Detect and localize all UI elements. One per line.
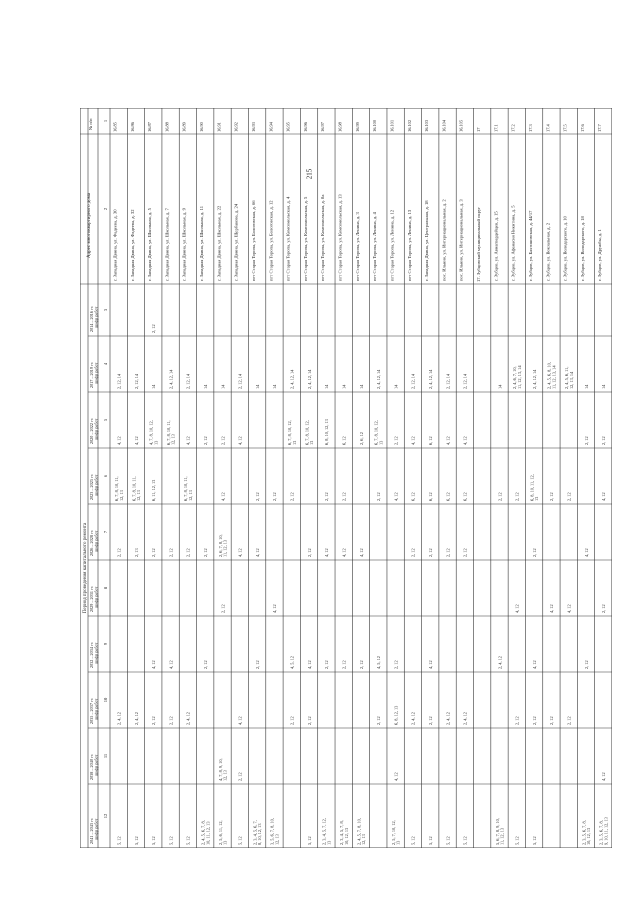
work-code-cell: 2, 12, 14: [445, 373, 451, 389]
work-code-cell: 3, 5, 6, 7, 8, 10,12, 13: [269, 818, 280, 845]
work-code-label: шифр работ: [93, 642, 99, 664]
work-code-cell: 2, 12: [220, 604, 226, 613]
work-code-cell: 2, 12: [514, 492, 520, 501]
work-code-cell: 5, 12: [514, 836, 520, 845]
work-code-cell: 2, 12: [254, 492, 260, 501]
row-address: г. Зубцов, ул. Бахтиновская, д. 44/17: [527, 210, 533, 281]
row-address: г. Зубцов, ул. Володарского, д. 10: [562, 216, 568, 281]
work-code-cell: 2, 3, 5, 6, 7, 8,9, 10, 11, 12, 13: [598, 817, 609, 845]
work-code-cell: 4, 12: [393, 772, 399, 781]
row-address: пгт Старая Торопа, ул. Ленина, д. 12: [389, 209, 395, 281]
work-code-cell: 2, 4, 6, 7, 10,11, 12, 13, 14: [512, 365, 522, 389]
work-code-cell: 4, 12: [220, 492, 226, 501]
work-code-label: шифр работ: [93, 586, 99, 608]
work-code-cell: 4, 12: [601, 772, 607, 781]
work-code-label: шифр работ: [93, 530, 99, 552]
work-code-cell: 2, 12, 14: [116, 373, 122, 389]
row-address: г. Зубцов, ул. Вокзальная, д. 2: [545, 222, 551, 281]
work-code-cell: 2, 12: [428, 548, 434, 557]
work-code-cell: 2, 12: [289, 716, 295, 725]
row-address: пгт Старая Торопа, ул. Комсомольская, д. 4: [285, 196, 291, 281]
work-code-cell: 2, 12: [583, 660, 589, 669]
work-code-cell: 5, 12: [116, 836, 122, 845]
work-code-cell: 2, 12: [220, 436, 226, 445]
row-address: пгт Старая Торопа, ул. Ленина, д. 13: [406, 209, 412, 281]
work-code-cell: 2, 4, 12: [462, 712, 468, 725]
work-code-cell: 2, 12: [151, 324, 157, 333]
work-code-cell: 4, 12: [185, 436, 191, 445]
work-code-cell: 6, 12: [445, 492, 451, 501]
period-label: 2032 – 2034 гг.: [89, 642, 94, 668]
work-code-cell: 4, 12: [341, 548, 347, 557]
row-number: 16.89: [181, 122, 187, 132]
work-code-cell: 14: [358, 384, 364, 389]
work-code-cell: 6, 7, 8, 10, 12,13: [287, 420, 297, 445]
row-address: г. Западная Двина, ул. Щербакова, д. 24: [233, 203, 239, 281]
work-code-cell: 2, 12, 14: [237, 373, 243, 389]
col-no-header: № п/п: [88, 118, 93, 130]
work-code-cell: 2, 12: [566, 716, 572, 725]
work-code-cell: 6, 12: [462, 492, 468, 501]
work-code-cell: 4, 7, 8, 10, 12,13: [148, 420, 159, 445]
row-number: 17.3: [527, 124, 533, 132]
row-address: г. Западная Двина, ул. Школьная, д. 22: [216, 205, 222, 281]
work-code-cell: 2, 12: [393, 660, 399, 669]
column-number: 6: [103, 474, 108, 478]
work-code-cell: 5, 6, 7, 8, 9, 10,11, 12, 13: [494, 818, 505, 845]
work-code-cell: 2, 3, 4, 5, 7, 8,10, 12, 13: [338, 820, 349, 845]
work-code-cell: 2, 3, 5, 6, 7, 8,10, 12, 13: [581, 820, 592, 845]
row-address: пгт Старая Торопа, ул. Ленина, д. 3: [354, 212, 360, 281]
work-code-cell: 4, 12: [151, 660, 157, 669]
row-number: 17.6: [579, 124, 585, 132]
work-code-cell: 6, 12: [428, 436, 434, 445]
group-heading: 17. Зубцовский муниципальный округ: [476, 206, 482, 282]
work-code-cell: 5, 12: [237, 836, 243, 845]
row-number: 16.90: [199, 122, 205, 132]
work-code-cell: 2, 4, 12, 14: [306, 369, 312, 389]
work-code-cell: 2, 3, 4, 5, 6, 7,8, 10, 12, 13: [252, 820, 263, 845]
work-code-cell: 6, 7, 8, 10, 11,12, 13: [131, 476, 142, 501]
work-code-cell: 6, 12: [428, 492, 434, 501]
work-code-cell: 2, 6, 12: [358, 432, 364, 445]
work-code-label: шифр работ: [93, 474, 99, 496]
work-code-cell: 5, 12: [445, 836, 451, 845]
work-code-cell: 2, 6, 7, 8, 10,11, 12, 13: [217, 534, 228, 557]
work-code-cell: 2, 4, 12: [497, 656, 503, 669]
work-code-cell: 2, 4, 5, 6, 8, 10,11, 12, 13, 14: [546, 362, 557, 389]
row-number: 17.1: [493, 124, 499, 132]
row-number: 16.102: [406, 119, 412, 132]
row-address: г. Зубцов, ул. Афанасия Никитина, д. 5: [510, 205, 516, 281]
work-code-cell: 2, 12: [324, 492, 330, 501]
work-code-cell: 2, 4, 12: [445, 712, 451, 725]
work-code-cell: 5, 12: [531, 836, 537, 845]
work-code-cell: 2, 5, 7, 10, 12,13: [390, 820, 401, 845]
work-code-cell: 5, 12: [133, 836, 139, 845]
work-code-cell: 6, 8, 12, 13: [393, 705, 399, 725]
work-code-cell: 2, 12: [254, 660, 260, 669]
work-code-cell: 6, 7, 8, 10, 12,13: [373, 420, 384, 445]
work-code-cell: 4, 12: [133, 436, 139, 445]
period-label: 2035 – 2037 гг.: [89, 698, 94, 724]
row-number: 16.85: [112, 122, 118, 132]
work-code-cell: 2, 12, 14: [133, 373, 139, 389]
work-code-cell: 4, 12: [393, 492, 399, 501]
row-address: пгт Старая Торопа, ул. Комсомольская, д. 8а: [320, 194, 326, 281]
row-number: 16.105: [458, 119, 464, 132]
work-code-cell: 2, 12: [428, 716, 434, 725]
work-code-cell: 2, 12: [324, 660, 330, 669]
work-code-cell: 2, 4, 12, 14: [168, 369, 174, 389]
column-number: 1: [103, 119, 108, 123]
work-code-cell: 4, 12: [549, 604, 555, 613]
work-code-label: шифр работ: [93, 418, 99, 440]
row-address: пос. Ильино, ул. Интернациональная, д. 2: [441, 199, 447, 281]
work-code-cell: 14: [324, 384, 330, 389]
work-code-label: шифр работ: [93, 362, 99, 384]
work-code-cell: 2, 12: [410, 548, 416, 557]
work-code-cell: 2, 12: [168, 716, 174, 725]
work-code-cell: 2, 4, 12: [410, 712, 416, 725]
work-code-cell: 6, 7, 8, 10, 11,12, 13: [183, 476, 193, 501]
work-code-cell: 2, 4, 12, 14: [289, 369, 295, 389]
work-code-cell: 2, 12: [376, 492, 382, 501]
column-number: 2: [103, 207, 108, 211]
work-code-cell: 2, 12, 14: [462, 373, 468, 389]
work-code-cell: 4, 12: [254, 548, 260, 557]
col-address-header: Адрес многоквартирного дома: [87, 192, 92, 258]
work-code-cell: 4, 12: [324, 548, 330, 557]
work-code-cell: 2, 12: [151, 548, 157, 557]
work-code-cell: 2, 12: [306, 716, 312, 725]
work-code-cell: 14: [151, 384, 157, 389]
work-code-cell: 6, 11, 12, 13: [151, 479, 157, 501]
row-number: 16.93: [250, 122, 256, 132]
row-number: 17.5: [562, 124, 568, 132]
work-code-cell: 14: [341, 384, 347, 389]
work-code-cell: 2, 12: [376, 716, 382, 725]
work-code-cell: 4, 12: [306, 660, 312, 669]
work-code-cell: 4, 12: [601, 492, 607, 501]
work-code-cell: 2, 4, 12, 14: [376, 369, 382, 389]
work-code-cell: 6, 8, 10, 11, 12,13: [529, 474, 540, 501]
work-code-cell: 4, 12: [445, 436, 451, 445]
row-number: 16.87: [147, 122, 153, 132]
row-number: 16.94: [268, 122, 274, 132]
work-code-cell: 4, 5, 12: [376, 656, 382, 669]
work-code-cell: 5, 12: [428, 836, 434, 845]
work-code-cell: 4, 12: [168, 660, 174, 669]
row-number: 17.4: [545, 124, 551, 132]
row-number: 16.88: [164, 122, 170, 132]
work-code-cell: 4, 12: [237, 716, 243, 725]
work-code-cell: 2, 12, 14: [185, 373, 191, 389]
work-code-cell: 5, 12: [185, 836, 191, 845]
row-address: г. Зубцов, ул. Володарского, д. 18: [579, 216, 585, 281]
work-code-cell: 14: [254, 384, 260, 389]
work-code-cell: 4, 7, 8, 9, 10,12, 13: [217, 758, 228, 781]
period-label: 2041 – 2043 гг.: [89, 818, 94, 844]
work-code-cell: 6, 12: [410, 492, 416, 501]
work-code-cell: 2, 4, 5, 6, 11,12, 13, 14: [564, 366, 574, 389]
work-code-cell: 2, 12: [549, 716, 555, 725]
work-code-cell: 5, 12: [410, 836, 416, 845]
work-code-cell: 2, 12: [583, 436, 589, 445]
work-code-cell: 2, 5, 6, 11, 12,13: [217, 820, 228, 845]
period-label: 2020 – 2022 гг.: [89, 418, 94, 444]
row-address: г. Западная Двина, ул. Школьная, д. 7: [164, 208, 170, 281]
work-code-cell: 2, 12: [151, 716, 157, 725]
work-code-cell: 2, 12, 14: [410, 373, 416, 389]
row-number: 16.92: [233, 122, 239, 132]
work-code-cell: 14: [583, 384, 589, 389]
work-code-cell: 2, 12: [358, 660, 364, 669]
row-address: пгт Старая Торопа, ул. Бологовская, д. 12: [268, 200, 274, 281]
column-number: 5: [103, 418, 108, 422]
work-code-cell: 2, 12: [531, 716, 537, 725]
row-number: 16.95: [285, 122, 291, 132]
row-address: пгт Старая Торопа, ул. Бологовская, д. 66: [250, 200, 256, 281]
work-code-cell: 14: [203, 384, 209, 389]
row-number: 16.98: [337, 122, 343, 132]
work-code-cell: 5, 12: [168, 836, 174, 845]
work-code-cell: 2, 12: [203, 436, 209, 445]
work-code-cell: 6, 7, 8, 10, 11,12, 13: [165, 420, 176, 445]
row-number: 16.99: [354, 122, 360, 132]
work-code-cell: 5, 12: [306, 836, 312, 845]
work-code-cell: 4, 5, 12: [289, 656, 295, 669]
work-code-cell: 4, 12: [531, 660, 537, 669]
work-code-label: шифр работ: [93, 818, 99, 840]
row-address: г. Зубцов, ул. Авиагвардейцев, д. 15: [493, 211, 499, 281]
row-address: г. Западная Двина, ул. Школьная, д. 5: [147, 208, 153, 281]
work-code-cell: 2, 12: [289, 492, 295, 501]
work-code-cell: 2, 4, 12: [185, 712, 191, 725]
column-number: 12: [103, 813, 108, 819]
column-number: 3: [103, 308, 108, 312]
work-code-cell: 2, 12: [497, 492, 503, 501]
work-code-cell: 2, 13: [133, 548, 139, 557]
work-code-cell: 2, 12: [237, 772, 243, 781]
work-code-cell: 2, 4, 12, 14: [531, 369, 537, 389]
work-code-cell: 2, 12: [462, 548, 468, 557]
work-code-cell: 2, 4, 12: [133, 712, 139, 725]
work-code-cell: 2, 4, 5, 7, 8, 10,12, 13: [356, 818, 367, 845]
row-address: г. Западная Двина, ул. Школьная, д. 9: [181, 208, 187, 281]
row-number: 16.104: [441, 119, 447, 132]
period-label: 2026 – 2028 гг.: [89, 530, 94, 556]
column-number: 4: [103, 362, 108, 366]
work-code-cell: 6, 7, 8, 10, 11,12, 13: [113, 476, 124, 501]
work-code-cell: 14: [393, 384, 399, 389]
work-code-cell: 4, 12: [514, 604, 520, 613]
period-label: 2038 – 2040 гг.: [89, 754, 94, 780]
work-code-cell: 2, 12: [306, 548, 312, 557]
row-address: пгт Старая Торопа, ул. Ленина, д. 4: [372, 212, 378, 281]
work-code-cell: 14: [272, 384, 278, 389]
work-code-cell: 4, 12: [358, 548, 364, 557]
work-code-cell: 2, 12: [341, 492, 347, 501]
work-code-cell: 4, 12: [428, 660, 434, 669]
column-number: 10: [103, 697, 108, 703]
period-label: 2017 – 2019 гг.: [89, 362, 94, 388]
work-code-cell: 6, 8, 10, 12, 13: [324, 419, 330, 445]
work-code-cell: 4, 12: [237, 548, 243, 557]
work-code-cell: 4, 12: [410, 436, 416, 445]
work-code-cell: 2, 12: [514, 716, 520, 725]
work-code-cell: 2, 12: [203, 548, 209, 557]
work-code-cell: 4, 12: [462, 436, 468, 445]
column-number: 7: [103, 530, 108, 534]
row-address: г. Западная Двина, ул. Фадеева, д. 32: [129, 209, 135, 281]
row-number: 16.86: [129, 122, 135, 132]
row-number: 16.100: [372, 119, 378, 132]
page-number: 215: [305, 168, 314, 180]
row-number: 17: [476, 127, 482, 132]
work-code-cell: 5, 12: [462, 836, 468, 845]
work-code-cell: 4, 12: [116, 436, 122, 445]
work-code-cell: 6, 12: [341, 436, 347, 445]
work-code-cell: 4, 12: [272, 604, 278, 613]
row-address: г. Западная Двина, ул. Школьная, д. 11: [199, 206, 205, 281]
period-label: 2029 – 2031 гг.: [89, 586, 94, 612]
work-code-cell: 2, 12: [445, 548, 451, 557]
work-code-label: шифр работ: [93, 306, 99, 328]
row-number: 16.101: [389, 119, 395, 132]
row-address: г. Западная Двина, ул. Центральная, д. 18: [424, 200, 430, 281]
column-number: 9: [103, 642, 108, 646]
row-number: 16.96: [302, 122, 308, 132]
work-code-label: шифр работ: [93, 698, 99, 720]
row-address: пгт Старая Торопа, ул. Комсомольская, д. 5: [302, 196, 308, 281]
row-number: 16.97: [320, 122, 326, 132]
work-code-cell: 14: [497, 384, 503, 389]
work-code-cell: 2, 4, 12: [116, 712, 122, 725]
work-code-cell: 4, 12: [566, 604, 572, 613]
work-code-cell: 2, 4, 5, 6, 7, 8,10, 11, 12, 13: [200, 820, 211, 845]
work-code-cell: 4, 12: [583, 548, 589, 557]
work-code-cell: 2, 12: [566, 492, 572, 501]
row-number: 16.91: [216, 122, 222, 132]
work-code-cell: 14: [601, 384, 607, 389]
row-address: пос. Ильино, ул. Интернациональная, д. 3: [458, 199, 464, 281]
row-address: пгт Старая Торопа, ул. Комсомольская, д. 13: [337, 194, 343, 281]
work-code-cell: 2, 12: [531, 548, 537, 557]
row-address: г. Зубцов, ул. Дружбы, д. 1: [597, 229, 603, 281]
work-code-cell: 14: [220, 384, 226, 389]
work-code-cell: 2, 12: [601, 436, 607, 445]
work-code-cell: 4, 12: [237, 436, 243, 445]
capital-repair-table: [80, 108, 612, 848]
work-code-cell: 2, 12: [272, 492, 278, 501]
work-code-label: шифр работ: [93, 754, 99, 776]
column-number: 11: [103, 753, 108, 759]
work-code-cell: 2, 4, 12, 14: [428, 369, 434, 389]
period-header: Период проведения капитального ремонта: [83, 522, 88, 614]
period-label: 2014 – 2016 гг.: [89, 306, 94, 332]
work-code-cell: 2, 12: [203, 660, 209, 669]
row-number: 17.2: [510, 124, 516, 132]
period-label: 2023 – 2025 гг.: [89, 474, 94, 500]
row-number: 17.7: [597, 124, 603, 132]
work-code-cell: 2, 12: [601, 604, 607, 613]
work-code-cell: 6, 7, 8, 10, 12,13: [304, 420, 315, 445]
row-number: 16.103: [424, 119, 430, 132]
work-code-cell: 2, 3, 4, 5, 7, 12,13: [321, 818, 332, 845]
column-number: 8: [103, 586, 108, 590]
work-code-cell: 2, 12: [185, 548, 191, 557]
work-code-cell: 2, 12: [549, 492, 555, 501]
work-code-cell: 5, 12: [151, 836, 157, 845]
work-code-cell: 2, 12: [116, 548, 122, 557]
work-code-cell: 2, 12: [168, 548, 174, 557]
work-code-cell: 2, 12: [341, 660, 347, 669]
work-code-cell: 2, 12: [393, 436, 399, 445]
row-address: г. Западная Двина, ул. Фадеева, д. 30: [112, 209, 118, 281]
